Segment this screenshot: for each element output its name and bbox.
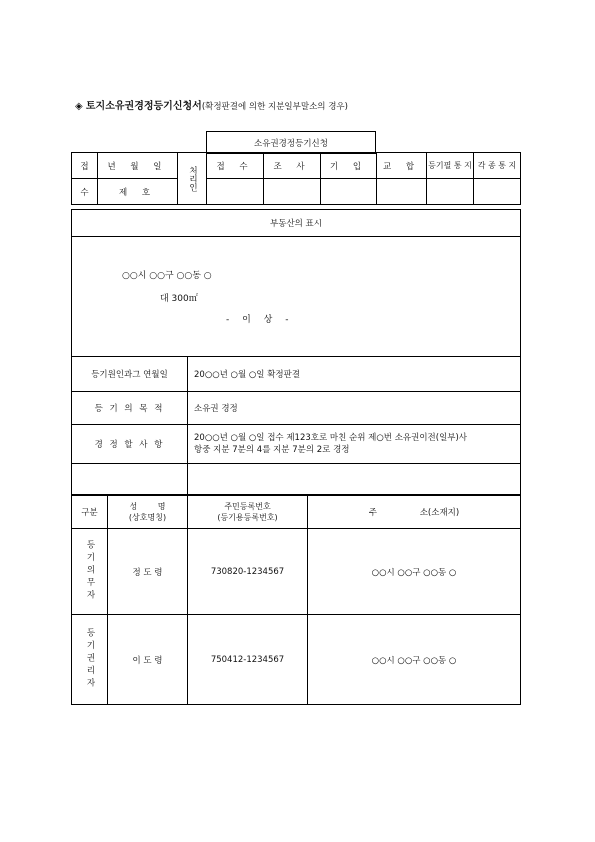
col-reg — [188, 495, 308, 529]
col-addr: 주 소(소재지) — [308, 495, 521, 529]
holder-reg[interactable]: 750412-1234567 — [188, 615, 308, 705]
field-label-cause: 등기원인과그 연월일 — [72, 357, 188, 392]
parties-table — [71, 494, 521, 705]
josa-empty-cell[interactable] — [264, 179, 321, 205]
field-label-correction: 경 정 할 사 항 — [72, 425, 188, 464]
field-label-purpose: 등 기 의 목 적 — [72, 392, 188, 425]
holder-addr[interactable]: ○○시 ○○구 ○○동 ○ — [308, 615, 521, 705]
field-value-cause[interactable]: 20○○년 ○월 ○일 확정판결 — [188, 357, 521, 392]
giip-empty-cell[interactable] — [321, 179, 377, 205]
gakjong-empty-cell[interactable] — [474, 179, 521, 205]
property-address: ○○시 ○○구 ○○동 ○ — [122, 271, 212, 281]
form-title: 토지소유권경정등기신청서 — [85, 101, 202, 112]
field-value-correction[interactable]: 20○○년 ○월 ○일 접수 제123호로 마친 순위 제○번 소유권이전(일부)사항중 지분 7분의 4를 지분 7분의 2로 경정 — [188, 425, 521, 464]
col-name-sub: (상호명칭) — [128, 512, 167, 522]
role-obligor: 등기의무자 — [72, 529, 108, 615]
deungipil-empty-cell[interactable] — [427, 179, 474, 205]
col-reg-label: 주민등록번호 — [224, 501, 271, 511]
col-gubun: 구분 — [72, 495, 108, 529]
receipt-table — [71, 152, 521, 205]
deungipil-cell: 등기필 통 지 — [427, 153, 474, 179]
giip-cell: 기 입 — [321, 153, 377, 179]
document-title — [75, 97, 348, 112]
gyohap-cell: 교 합 — [377, 153, 427, 179]
jeopsu-empty-cell[interactable] — [207, 179, 264, 205]
diamond-bullet-icon: ◈ — [75, 101, 83, 112]
receipt-header-label: 소유권경정등기신청 — [207, 132, 376, 154]
form-subtitle: (확정판결에 의한 지분일부말소의 경우) — [201, 102, 348, 112]
jeopsu-cell: 접 수 — [207, 153, 264, 179]
josa-cell: 조 사 — [264, 153, 321, 179]
cheori-cell: 처리인 — [178, 153, 207, 205]
obligor-reg[interactable]: 730820-1234567 — [188, 529, 308, 615]
property-area: 대 300㎡ — [160, 294, 198, 304]
property-header: 부동산의 표시 — [72, 210, 521, 237]
gyohap-empty-cell[interactable] — [377, 179, 427, 205]
obligor-addr[interactable]: ○○시 ○○구 ○○동 ○ — [308, 529, 521, 615]
jeop-cell: 접 — [72, 153, 98, 179]
obligor-name[interactable]: 정 도 령 — [108, 529, 188, 615]
property-table — [71, 209, 521, 496]
col-reg-sub: (등기용등록번호) — [217, 512, 278, 522]
date-cell: 년 월 일 — [98, 153, 178, 179]
gakjong-cell: 각 종 통 지 — [474, 153, 521, 179]
jeho-cell: 제 호 — [98, 179, 178, 205]
role-right-holder: 등기권리자 — [72, 615, 108, 705]
blank-label-cell — [72, 464, 188, 496]
col-name — [108, 495, 188, 529]
property-description[interactable] — [72, 237, 521, 357]
col-name-label: 성 명 — [129, 501, 166, 511]
property-end: - 이 상 - — [226, 315, 289, 325]
field-value-purpose[interactable]: 소유권 경정 — [188, 392, 521, 425]
blank-value-cell[interactable] — [188, 464, 521, 496]
holder-name[interactable]: 이 도 령 — [108, 615, 188, 705]
receipt-header-box — [206, 131, 376, 154]
su-cell: 수 — [72, 179, 98, 205]
